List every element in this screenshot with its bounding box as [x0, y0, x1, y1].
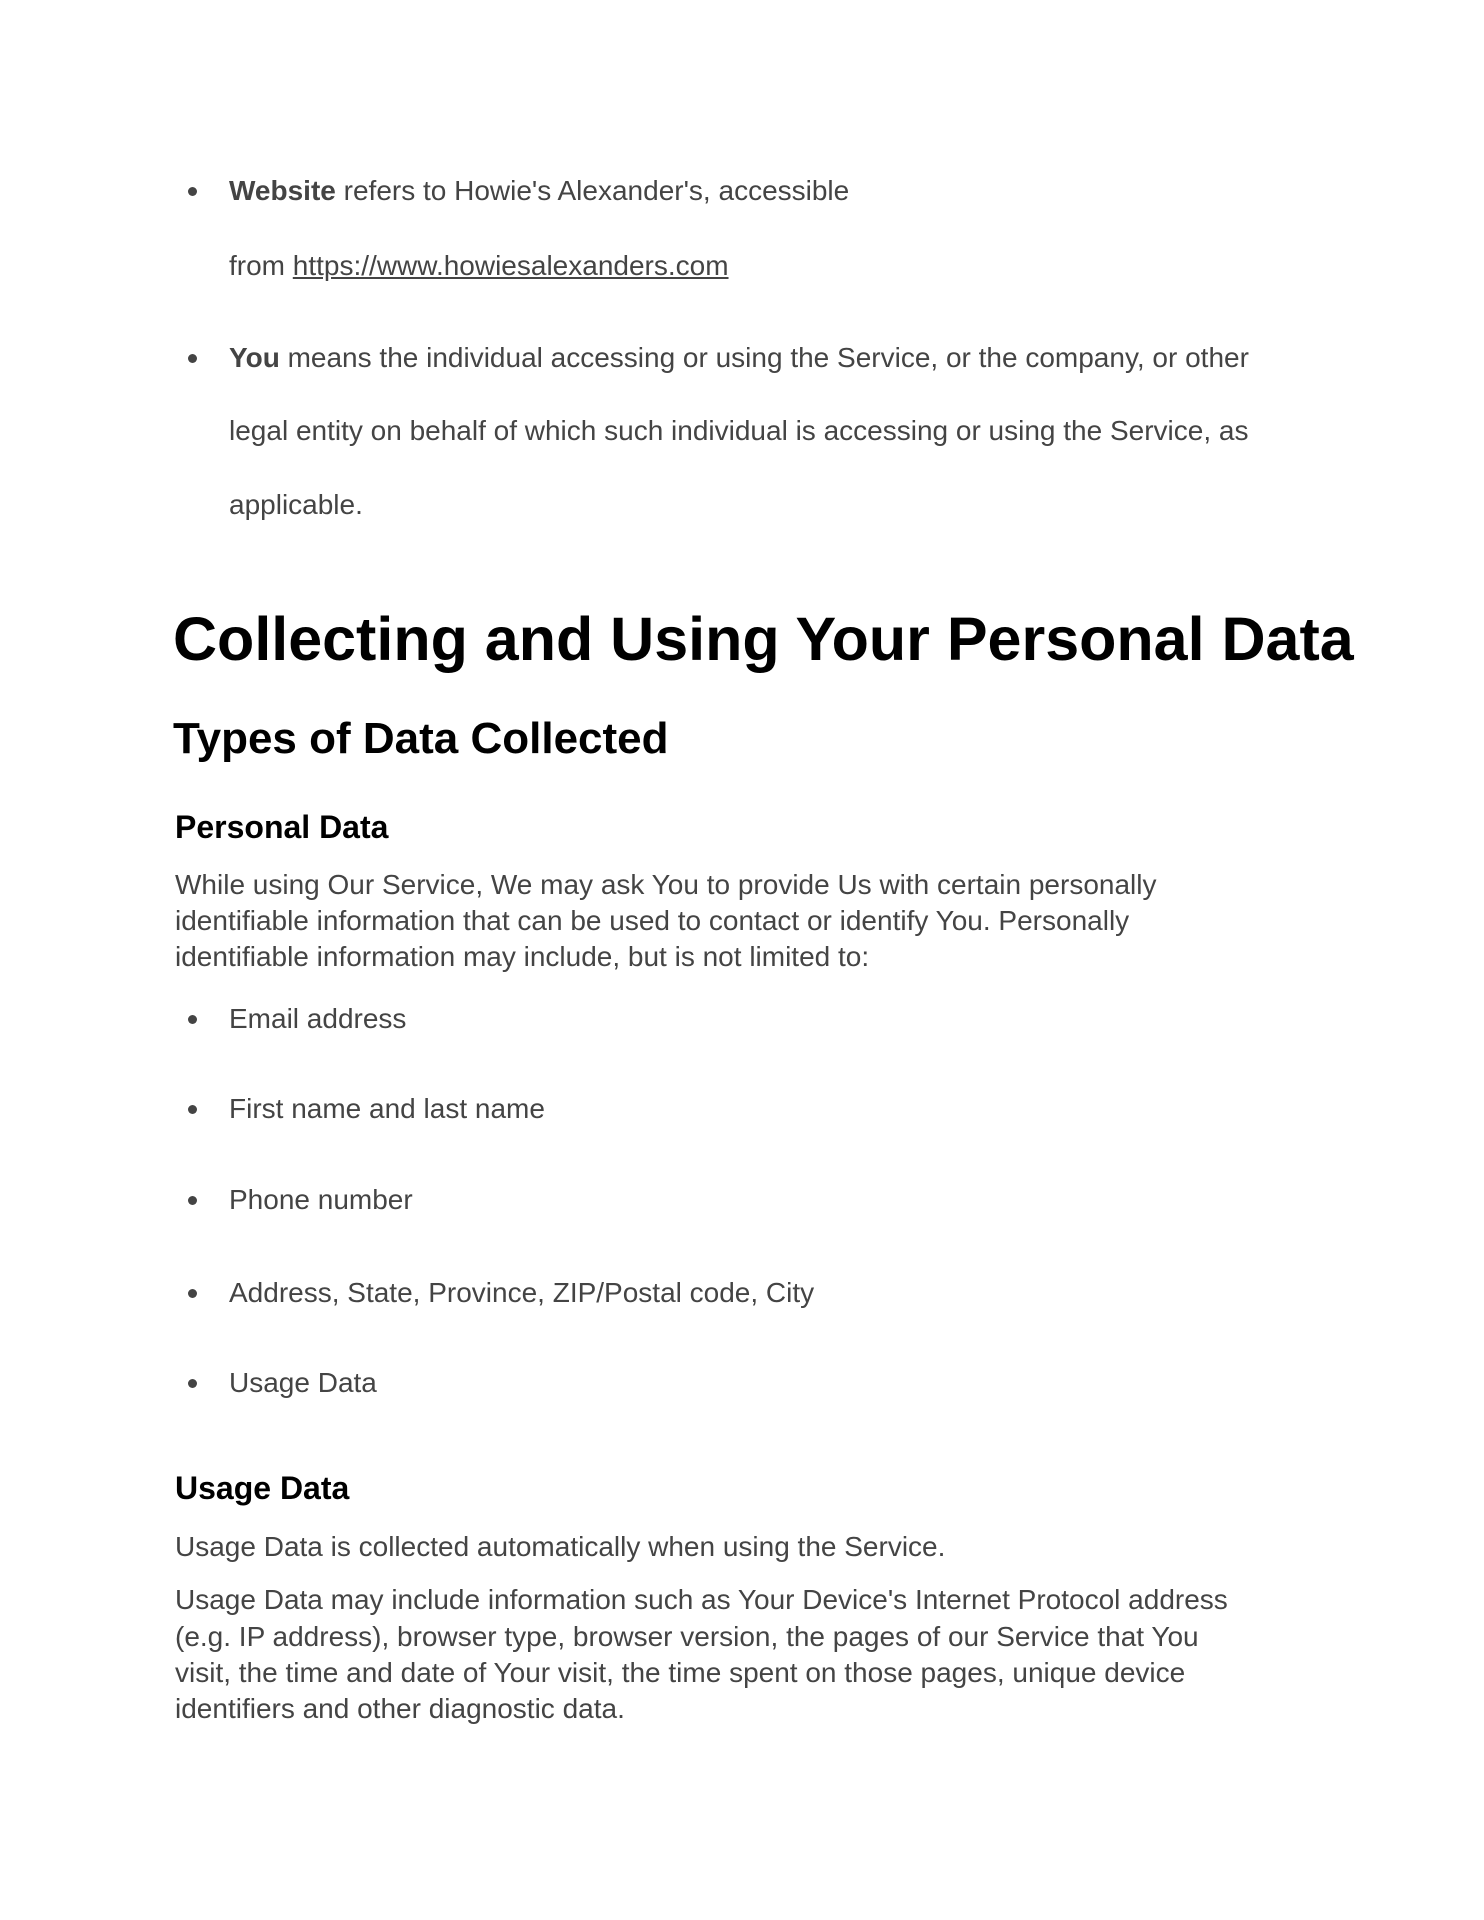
- definition-you: [229, 342, 1249, 374]
- bullet-icon: [188, 1196, 197, 1205]
- personal-data-intro-line: While using Our Service, We may ask You to provide Us with certain personally: [175, 869, 1157, 900]
- section-subtitle: Types of Data Collected: [173, 714, 669, 763]
- definition-you-line2: legal entity on behalf of which such individual is accessing or using the Service, as: [229, 415, 1249, 446]
- list-item: Email address: [229, 1003, 407, 1034]
- bullet-icon: [188, 1105, 197, 1114]
- definition-website-line2: [229, 250, 729, 282]
- bullet-icon: [188, 187, 197, 196]
- definition-text: refers to Howie's Alexander's, accessible: [335, 175, 850, 206]
- list-item: First name and last name: [229, 1093, 545, 1124]
- bullet-icon: [188, 354, 197, 363]
- bullet-icon: [188, 1015, 197, 1024]
- bullet-icon: [188, 1289, 197, 1298]
- list-item: Phone number: [229, 1184, 413, 1215]
- definition-you-line3: applicable.: [229, 489, 363, 520]
- usage-data-paragraph-line: (e.g. IP address), browser type, browser version, the pages of our Service that You: [175, 1621, 1199, 1652]
- list-item: Address, State, Province, ZIP/Postal code, City: [229, 1277, 815, 1308]
- list-item: Usage Data: [229, 1367, 377, 1398]
- usage-data-paragraph-line: Usage Data may include information such as Your Device's Internet Protocol address: [175, 1584, 1228, 1615]
- usage-data-paragraph: Usage Data is collected automatically when using the Service.: [175, 1531, 946, 1562]
- definition-website: [229, 175, 849, 207]
- definition-text: from: [229, 250, 293, 281]
- section-title: Collecting and Using Your Personal Data: [173, 605, 1354, 673]
- definition-text: means the individual accessing or using the Service, or the company, or other: [279, 342, 1249, 373]
- personal-data-intro-line: identifiable information that can be used to contact or identify You. Personally: [175, 905, 1130, 936]
- definition-term: You: [229, 342, 280, 373]
- bullet-icon: [188, 1379, 197, 1388]
- usage-data-paragraph-line: visit, the time and date of Your visit, the time spent on those pages, unique device: [175, 1657, 1186, 1688]
- website-link[interactable]: https://www.howiesalexanders.com: [292, 250, 729, 281]
- usage-data-paragraph-line: identifiers and other diagnostic data.: [175, 1693, 625, 1724]
- definition-term: Website: [229, 175, 336, 206]
- personal-data-intro-line: identifiable information may include, but is not limited to:: [175, 941, 870, 972]
- personal-data-heading: Personal Data: [175, 809, 389, 845]
- usage-data-heading: Usage Data: [175, 1470, 350, 1506]
